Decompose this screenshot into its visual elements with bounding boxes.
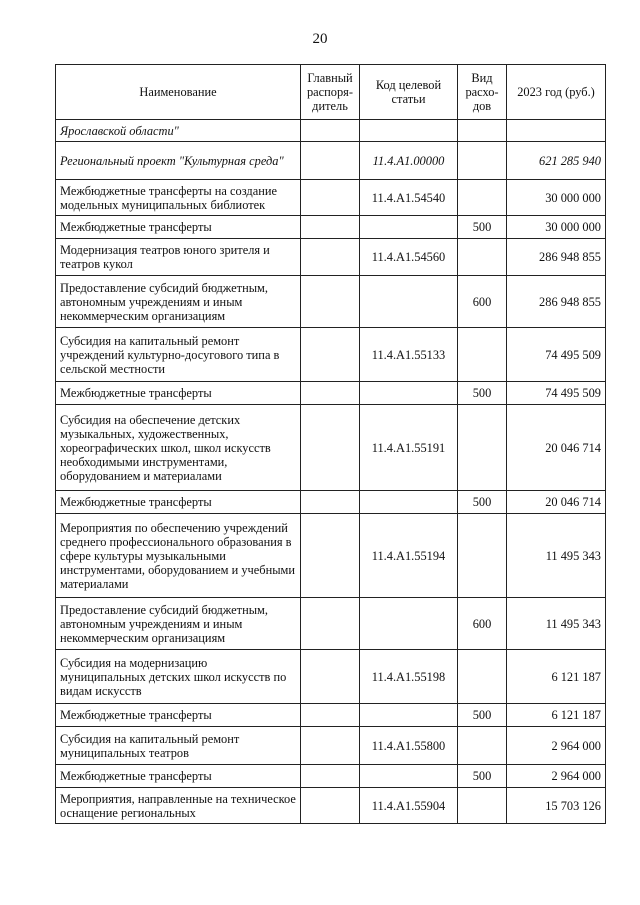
- cell-type: [458, 239, 507, 276]
- cell-type: 500: [458, 216, 507, 239]
- header-amount: 2023 год (руб.): [507, 65, 606, 120]
- cell-name: Субсидия на обеспечение детских музыкальных, художественных, хореографических школ, школ искусств необходимыми инструментами, оборудованием и материалами: [56, 405, 301, 491]
- cell-code: 11.4.А1.55904: [360, 788, 458, 824]
- cell-amount: 15 703 126: [507, 788, 606, 824]
- table-row: [56, 276, 606, 328]
- cell-admin: [301, 514, 360, 598]
- cell-amount: 621 285 940: [507, 142, 606, 180]
- cell-admin: [301, 491, 360, 514]
- budget-table: [55, 64, 606, 824]
- cell-code: [360, 216, 458, 239]
- cell-amount: 6 121 187: [507, 704, 606, 727]
- table-row: [56, 382, 606, 405]
- cell-code: 11.4.А1.55133: [360, 328, 458, 382]
- cell-name: Субсидия на капитальный ремонт учреждений культурно-досугового типа в сельской местности: [56, 328, 301, 382]
- cell-amount: 30 000 000: [507, 180, 606, 216]
- header-code: Код целевой статьи: [360, 65, 458, 120]
- cell-name: Мероприятия, направленные на техническое оснащение региональных: [56, 788, 301, 824]
- table-row: [56, 598, 606, 650]
- cell-admin: [301, 598, 360, 650]
- cell-code: 11.4.А1.00000: [360, 142, 458, 180]
- header-name: Наименование: [56, 65, 301, 120]
- cell-amount: [507, 120, 606, 142]
- page-number: 20: [312, 31, 328, 47]
- table-row: [56, 180, 606, 216]
- cell-amount: 20 046 714: [507, 491, 606, 514]
- cell-admin: [301, 239, 360, 276]
- cell-amount: 11 495 343: [507, 514, 606, 598]
- cell-amount: 6 121 187: [507, 650, 606, 704]
- table-row: [56, 650, 606, 704]
- cell-code: [360, 382, 458, 405]
- table-row: [56, 491, 606, 514]
- cell-name: Межбюджетные трансферты: [56, 382, 301, 405]
- cell-type: [458, 727, 507, 765]
- cell-code: [360, 276, 458, 328]
- cell-admin: [301, 276, 360, 328]
- cell-type: [458, 142, 507, 180]
- cell-admin: [301, 382, 360, 405]
- cell-type: [458, 788, 507, 824]
- table-row: [56, 239, 606, 276]
- cell-admin: [301, 704, 360, 727]
- cell-name: Межбюджетные трансферты: [56, 491, 301, 514]
- cell-amount: 11 495 343: [507, 598, 606, 650]
- table-row: [56, 514, 606, 598]
- cell-amount: 30 000 000: [507, 216, 606, 239]
- cell-type: [458, 120, 507, 142]
- cell-type: 500: [458, 704, 507, 727]
- table-body: [56, 120, 606, 824]
- cell-type: [458, 328, 507, 382]
- table-row: [56, 788, 606, 824]
- header-admin: Главный распоря-дитель: [301, 65, 360, 120]
- cell-type: 500: [458, 382, 507, 405]
- table-row: [56, 704, 606, 727]
- cell-name: Межбюджетные трансферты: [56, 704, 301, 727]
- cell-name: Субсидия на модернизацию муниципальных детских школ искусств по видам искусств: [56, 650, 301, 704]
- header-type: Вид расхо-дов: [458, 65, 507, 120]
- cell-type: 600: [458, 276, 507, 328]
- cell-code: 11.4.А1.55198: [360, 650, 458, 704]
- cell-code: [360, 491, 458, 514]
- cell-admin: [301, 405, 360, 491]
- table-row: [56, 405, 606, 491]
- cell-type: [458, 514, 507, 598]
- cell-admin: [301, 180, 360, 216]
- table-row: [56, 142, 606, 180]
- cell-admin: [301, 328, 360, 382]
- cell-name: Предоставление субсидий бюджетным, автономным учреждениям и иным некоммерческим организациям: [56, 276, 301, 328]
- cell-type: [458, 650, 507, 704]
- cell-name: Субсидия на капитальный ремонт муниципальных театров: [56, 727, 301, 765]
- table-row: [56, 727, 606, 765]
- cell-type: 600: [458, 598, 507, 650]
- cell-name: Модернизация театров юного зрителя и театров кукол: [56, 239, 301, 276]
- cell-code: 11.4.А1.55800: [360, 727, 458, 765]
- cell-code: 11.4.А1.54540: [360, 180, 458, 216]
- table-row: [56, 328, 606, 382]
- cell-amount: 74 495 509: [507, 328, 606, 382]
- cell-name: Мероприятия по обеспечению учреждений среднего профессионального образования в сфере культуры музыкальными инструментами, оборудованием и учебными материалами: [56, 514, 301, 598]
- cell-name: Межбюджетные трансферты: [56, 216, 301, 239]
- cell-admin: [301, 216, 360, 239]
- cell-code: 11.4.А1.55194: [360, 514, 458, 598]
- cell-amount: 2 964 000: [507, 765, 606, 788]
- table-row: [56, 216, 606, 239]
- cell-amount: 286 948 855: [507, 276, 606, 328]
- cell-code: [360, 598, 458, 650]
- cell-name: Региональный проект "Культурная среда": [56, 142, 301, 180]
- cell-type: [458, 180, 507, 216]
- cell-type: 500: [458, 765, 507, 788]
- cell-admin: [301, 120, 360, 142]
- cell-amount: 74 495 509: [507, 382, 606, 405]
- cell-amount: 2 964 000: [507, 727, 606, 765]
- cell-type: [458, 405, 507, 491]
- cell-amount: 286 948 855: [507, 239, 606, 276]
- table-row: [56, 765, 606, 788]
- cell-code: [360, 120, 458, 142]
- cell-admin: [301, 650, 360, 704]
- table-header-row: [56, 65, 606, 120]
- cell-code: 11.4.А1.55191: [360, 405, 458, 491]
- cell-code: 11.4.А1.54560: [360, 239, 458, 276]
- cell-name: Межбюджетные трансферты на создание модельных муниципальных библиотек: [56, 180, 301, 216]
- cell-amount: 20 046 714: [507, 405, 606, 491]
- cell-admin: [301, 788, 360, 824]
- cell-code: [360, 765, 458, 788]
- cell-name: Предоставление субсидий бюджетным, автономным учреждениям и иным некоммерческим организациям: [56, 598, 301, 650]
- table-row: [56, 120, 606, 142]
- cell-name: Межбюджетные трансферты: [56, 765, 301, 788]
- cell-code: [360, 704, 458, 727]
- cell-name: Ярославской области": [56, 120, 301, 142]
- cell-admin: [301, 727, 360, 765]
- cell-admin: [301, 142, 360, 180]
- cell-admin: [301, 765, 360, 788]
- cell-type: 500: [458, 491, 507, 514]
